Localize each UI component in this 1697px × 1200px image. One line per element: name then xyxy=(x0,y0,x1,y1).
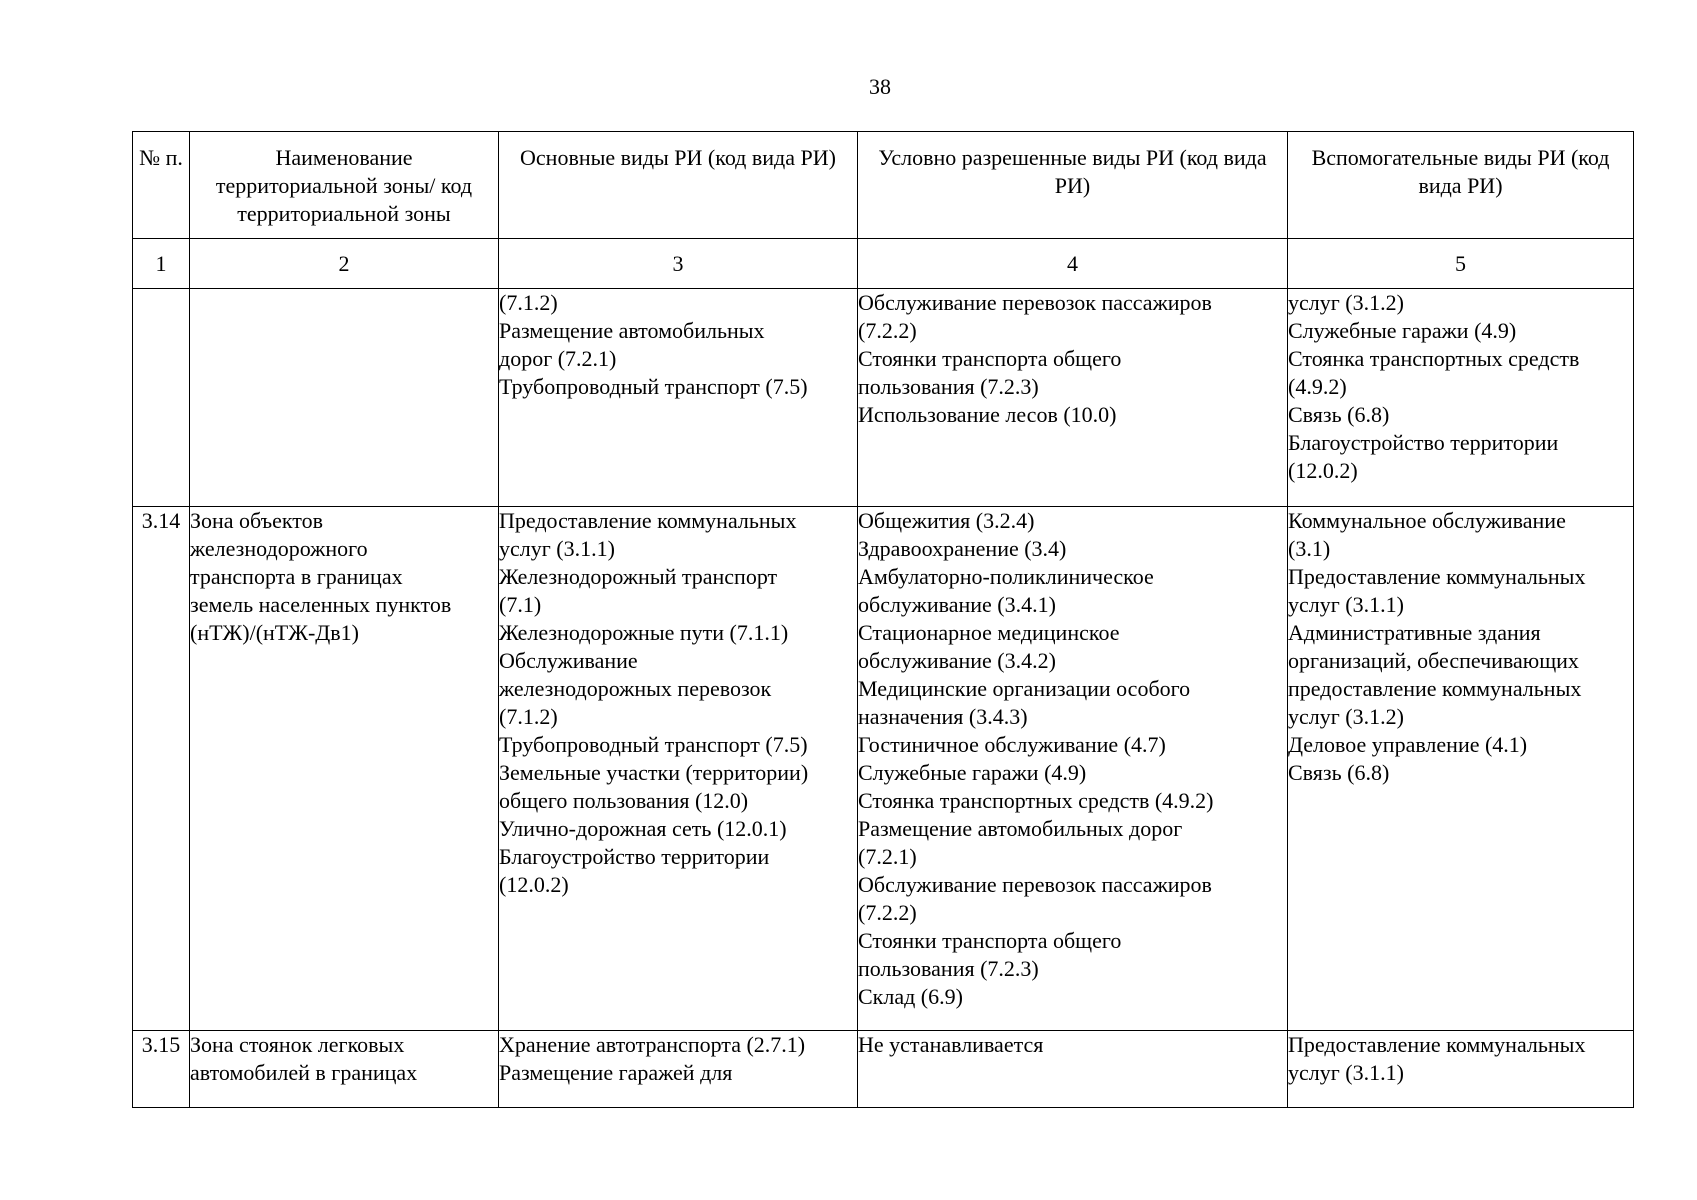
cell-line: Обслуживание xyxy=(499,648,638,673)
zone-name-cell xyxy=(190,1031,499,1108)
cell-line: организаций, обеспечивающих xyxy=(1288,648,1579,673)
cell-line: услуг (3.1.1) xyxy=(1288,1060,1404,1085)
column-number-row xyxy=(133,239,1634,289)
conditional-uses-cell xyxy=(858,1031,1288,1108)
cell-line: Предоставление коммунальных xyxy=(499,508,797,533)
cell-line: услуг (3.1.1) xyxy=(1288,592,1404,617)
cell-line: пользования (7.2.3) xyxy=(858,374,1039,399)
cell-line: Деловое управление (4.1) xyxy=(1288,732,1528,757)
cell-line: Стоянка транспортных средств xyxy=(1288,346,1580,371)
cell-line: пользования (7.2.3) xyxy=(858,956,1039,981)
cell-line: Медицинские организации особого xyxy=(858,676,1191,701)
conditional-uses-cell xyxy=(858,507,1288,1031)
row-number xyxy=(133,289,190,507)
cell-line: Предоставление коммунальных xyxy=(1288,564,1586,589)
cell-line: Стационарное медицинское xyxy=(858,620,1120,645)
cell-line: Обслуживание перевозок пассажиров xyxy=(858,872,1212,897)
cell-line: Благоустройство территории xyxy=(1288,430,1559,455)
cell-line: Использование лесов (10.0) xyxy=(858,402,1117,427)
cell-line: Служебные гаражи (4.9) xyxy=(1288,318,1517,343)
row-number: 3.14 xyxy=(133,507,190,1031)
cell-line: общего пользования (12.0) xyxy=(499,788,749,813)
conditional-uses-cell xyxy=(858,289,1288,507)
cell-line: (4.9.2) xyxy=(1288,374,1347,399)
cell-line: Стоянки транспорта общего xyxy=(858,346,1122,371)
main-uses-cell xyxy=(499,507,858,1031)
header-row xyxy=(133,132,1634,239)
column-number: 5 xyxy=(1288,239,1634,289)
cell-line: (7.1.2) xyxy=(499,704,558,729)
table-row xyxy=(133,289,1634,507)
cell-line: Размещение гаражей для xyxy=(499,1060,733,1085)
cell-line: (7.1) xyxy=(499,592,542,617)
cell-line: железнодорожных перевозок xyxy=(499,676,772,701)
cell-line: (12.0.2) xyxy=(499,872,569,897)
cell-line: Стоянки транспорта общего xyxy=(858,928,1122,953)
cell-line: Связь (6.8) xyxy=(1288,402,1390,427)
row-number: 3.15 xyxy=(133,1031,190,1108)
cell-line: обслуживание (3.4.1) xyxy=(858,592,1056,617)
cell-line: Стоянка транспортных средств (4.9.2) xyxy=(858,788,1214,813)
cell-line: (3.1) xyxy=(1288,536,1331,561)
page-number: 38 xyxy=(869,74,891,99)
cell-line: Зона стоянок легковых xyxy=(190,1032,405,1057)
cell-line: Связь (6.8) xyxy=(1288,760,1390,785)
auxiliary-uses-cell xyxy=(1288,507,1634,1031)
cell-line: Общежития (3.2.4) xyxy=(858,508,1035,533)
cell-line: Железнодорожный транспорт xyxy=(499,564,778,589)
cell-line: железнодорожного xyxy=(190,536,368,561)
cell-line: Предоставление коммунальных xyxy=(1288,1032,1586,1057)
header-zone: Наименование территориальной зоны/ код территориальной зоны xyxy=(190,132,499,239)
cell-line: Трубопроводный транспорт (7.5) xyxy=(499,374,808,399)
header-main: Основные виды РИ (код вида РИ) xyxy=(499,132,858,239)
cell-line: услуг (3.1.2) xyxy=(1288,290,1404,315)
cell-line: Улично-дорожная сеть (12.0.1) xyxy=(499,816,787,841)
cell-line: Служебные гаражи (4.9) xyxy=(858,760,1087,785)
cell-line: услуг (3.1.2) xyxy=(1288,704,1404,729)
zone-name-cell xyxy=(190,289,499,507)
cell-line: (7.1.2) xyxy=(499,290,558,315)
header-auxiliary: Вспомогательные виды РИ (код вида РИ) xyxy=(1288,132,1634,239)
cell-line: (12.0.2) xyxy=(1288,458,1358,483)
cell-line: назначения (3.4.3) xyxy=(858,704,1028,729)
cell-line: транспорта в границах xyxy=(190,564,403,589)
cell-line: (7.2.1) xyxy=(858,844,917,869)
cell-line: Коммунальное обслуживание xyxy=(1288,508,1566,533)
cell-line: Амбулаторно-поликлиническое xyxy=(858,564,1154,589)
header-conditional: Условно разрешенные виды РИ (код вида РИ) xyxy=(858,132,1288,239)
cell-line: Склад (6.9) xyxy=(858,984,963,1009)
main-uses-cell xyxy=(499,289,858,507)
column-number: 4 xyxy=(858,239,1288,289)
cell-line: автомобилей в границах xyxy=(190,1060,418,1085)
cell-line: Не устанавливается xyxy=(858,1032,1044,1057)
cell-line: земель населенных пунктов xyxy=(190,592,452,617)
cell-line: Хранение автотранспорта (2.7.1) xyxy=(499,1032,806,1057)
cell-line: Зона объектов xyxy=(190,508,323,533)
cell-line: Административные здания xyxy=(1288,620,1541,645)
cell-line: Размещение автомобильных дорог xyxy=(858,816,1183,841)
auxiliary-uses-cell xyxy=(1288,1031,1634,1108)
column-number: 3 xyxy=(499,239,858,289)
zones-table xyxy=(132,131,1634,1108)
cell-line: дорог (7.2.1) xyxy=(499,346,617,371)
table-row xyxy=(133,507,1634,1031)
auxiliary-uses-cell xyxy=(1288,289,1634,507)
cell-line: Железнодорожные пути (7.1.1) xyxy=(499,620,789,645)
cell-line: Трубопроводный транспорт (7.5) xyxy=(499,732,808,757)
cell-line: предоставление коммунальных xyxy=(1288,676,1582,701)
cell-line: (7.2.2) xyxy=(858,318,917,343)
cell-line: Земельные участки (территории) xyxy=(499,760,809,785)
column-number: 2 xyxy=(190,239,499,289)
table-row xyxy=(133,1031,1634,1108)
cell-line: Гостиничное обслуживание (4.7) xyxy=(858,732,1166,757)
cell-line: Благоустройство территории xyxy=(499,844,770,869)
cell-line: Здравоохранение (3.4) xyxy=(858,536,1067,561)
cell-line: (нТЖ)/(нТЖ-Дв1) xyxy=(190,620,359,645)
zone-name-cell xyxy=(190,507,499,1031)
cell-line: Обслуживание перевозок пассажиров xyxy=(858,290,1212,315)
header-num: № п. xyxy=(133,132,190,239)
main-uses-cell xyxy=(499,1031,858,1108)
cell-line: обслуживание (3.4.2) xyxy=(858,648,1056,673)
cell-line: (7.2.2) xyxy=(858,900,917,925)
column-number: 1 xyxy=(133,239,190,289)
cell-line: Размещение автомобильных xyxy=(499,318,765,343)
cell-line: услуг (3.1.1) xyxy=(499,536,615,561)
